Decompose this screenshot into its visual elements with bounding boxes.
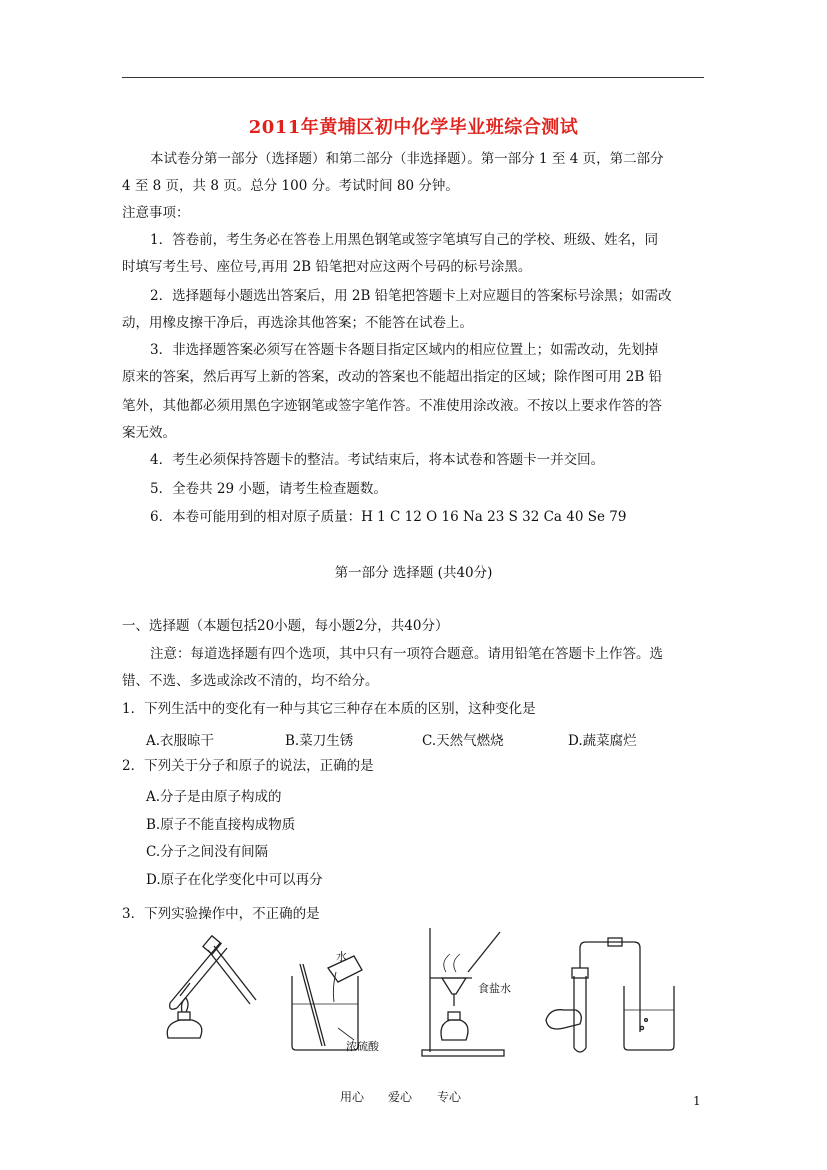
q1-option-c: C.天然气燃烧 (422, 733, 504, 749)
q1-option-d: D.蔬菜腐烂 (568, 733, 637, 749)
attention-line-1: 注意：每道选择题有四个选项，其中只有一项符合题意。请用铅笔在答题卡上作答。选 (150, 646, 663, 662)
note-3d: 案无效。 (122, 425, 176, 441)
attention-line-2: 错、不选、多选或涂改不清的，均不给分。 (122, 673, 379, 689)
part1-heading: 第一部分 选择题 (共40分) (334, 565, 493, 581)
q2-stem: 2．下列关于分子和原子的说法，正确的是 (122, 758, 374, 774)
footer-text-2: 爱心 (388, 1090, 413, 1104)
note-1a: 1．答卷前，考生务必在答卷上用黑色钢笔或签字笔填写自己的学校、班级、姓名，同 (150, 232, 659, 248)
q2-option-d: D.原子在化学变化中可以再分 (146, 872, 323, 888)
notes-heading: 注意事项： (122, 205, 190, 221)
q2-option-c: C.分子之间没有间隔 (146, 844, 269, 860)
label-concentrated-acid: 浓硫酸 (346, 1040, 379, 1053)
note-5: 5．全卷共 29 小题，请考生检查题数。 (150, 481, 387, 497)
q3-experiment-figures (150, 928, 680, 1058)
footer-text-3: 专心 (437, 1090, 462, 1104)
note-4: 4．考生必须保持答题卡的整洁。考试结束后，将本试卷和答题卡一并交回。 (150, 452, 605, 468)
fig-d-airtightness-check (546, 938, 674, 1052)
q1-stem: 1．下列生活中的变化有一种与其它三种存在本质的区别，这种变化是 (122, 701, 536, 717)
exam-title: 2011年黄埔区初中化学毕业班综合测试 (248, 117, 579, 138)
note-1b: 时填写考生号、座位号,再用 2B 铅笔把对应这两个号码的标号涂黑。 (122, 259, 532, 275)
note-2a: 2．选择题每小题选出答案后，用 2B 铅笔把答题卡上对应题目的答案标号涂黑；如需改 (150, 288, 672, 304)
note-3c: 笔外，其他都必须用黑色字迹钢笔或签字笔作答。不准使用涂改液。不按以上要求作答的答 (122, 398, 662, 414)
note-3b: 原来的答案，然后再写上新的答案，改动的答案也不能超出指定的区域；除作图可用 2B 铅 (122, 369, 663, 385)
fig-b-dilution-beaker (292, 956, 362, 1050)
note-3a: 3．非选择题答案必须写在答题卡各题目指定区域内的相应位置上；如需改动，先划掉 (150, 342, 659, 358)
intro-line-1: 本试卷分第一部分（选择题）和第二部分（非选择题）。第一部分 1 至 4 页，第二部分 (150, 151, 664, 167)
section-heading: 一、选择题（本题包括20小题，每小题2分，共40分） (122, 618, 449, 634)
fig-a-heating-test-tube (167, 936, 256, 1038)
note-2b: 动，用橡皮擦干净后，再选涂其他答案；不能答在试卷上。 (122, 315, 473, 331)
header-rule (122, 77, 704, 78)
label-salt-water: 食盐水 (478, 982, 511, 995)
q2-option-a: A.分子是由原子构成的 (146, 789, 282, 805)
note-6: 6．本卷可能用到的相对原子质量：H 1 C 12 O 16 Na 23 S 32 Ca 40 Se 79 (150, 509, 627, 525)
q1-option-b: B.菜刀生锈 (285, 733, 354, 749)
page-number: 1 (693, 1094, 701, 1108)
intro-line-2: 4 至 8 页，共 8 页。总分 100 分。考试时间 80 分钟。 (122, 178, 459, 194)
q3-stem: 3．下列实验操作中，不正确的是 (122, 906, 320, 922)
label-water: 水 (336, 950, 347, 963)
q2-option-b: B.原子不能直接构成物质 (146, 817, 296, 833)
footer-text-1: 用心 (340, 1090, 365, 1104)
q1-option-a: A.衣服晾干 (146, 733, 215, 749)
